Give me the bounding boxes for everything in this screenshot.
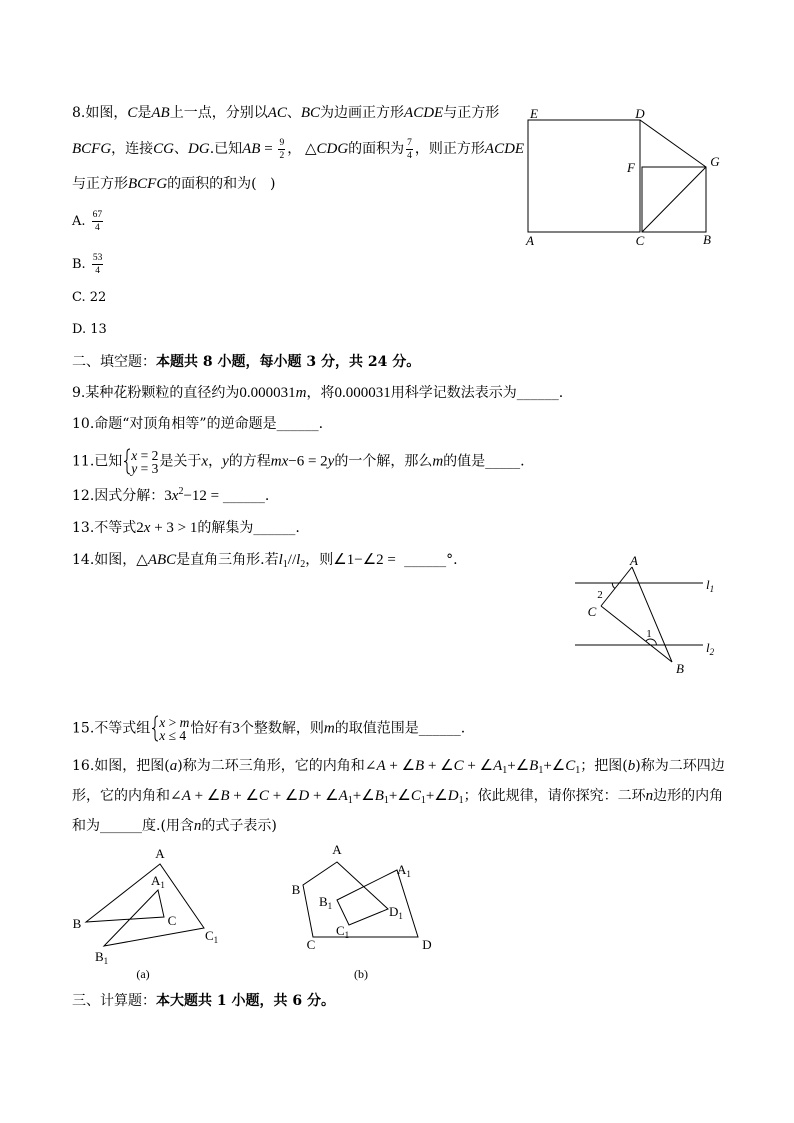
segment-AC <box>601 567 632 606</box>
q14-figure-labels <box>588 553 715 676</box>
math-variable: x <box>131 447 138 463</box>
text-run: 是关于 <box>159 453 202 470</box>
math-symbols: −12 = <box>183 488 223 504</box>
text-run: 形，它的内角和∠ <box>72 788 182 804</box>
text-run: )称为二环四边 <box>635 758 725 774</box>
math-symbols: +∠ <box>507 758 530 774</box>
math-subscript: 1 <box>538 765 544 776</box>
q8-line-3 <box>72 172 275 196</box>
math-symbols: + ∠ <box>463 758 494 774</box>
text-run: 的解集为______. <box>197 520 300 536</box>
q8-figure-labels <box>525 106 720 248</box>
text-run: 的式子表示) <box>201 818 277 834</box>
label-F: F <box>627 160 635 175</box>
label-B1-base: B <box>95 949 104 964</box>
text-run: ；依此规律，请你探究：二环 <box>463 788 646 804</box>
text-run: 13.不等式 <box>72 520 137 536</box>
math-variable: x <box>171 488 179 504</box>
q9-text <box>72 381 563 405</box>
math-variable: m <box>179 714 190 730</box>
label-C: C <box>587 604 597 619</box>
label-C1-subscript: 1 <box>344 930 350 940</box>
label-C1-subscript: 1 <box>213 935 219 945</box>
section-2-heading <box>72 350 420 374</box>
label-D: D <box>422 937 432 952</box>
text-run: ，则 <box>305 552 334 568</box>
math-variable: m <box>295 385 307 401</box>
segment-CB <box>601 606 672 662</box>
text-run: 是直角三角形.若 <box>176 552 279 568</box>
math-variable: y <box>222 453 229 470</box>
label-B1-subscript: 1 <box>103 956 109 966</box>
label-A1 <box>151 873 165 890</box>
equation-row <box>159 729 189 742</box>
math-variable: ABC <box>147 552 177 568</box>
label-C: C <box>635 233 645 248</box>
text-run: 上一点，分别以 <box>169 105 268 121</box>
label-D1-subscript: 1 <box>398 911 403 921</box>
math-subscript: 1 <box>502 765 508 776</box>
text-run: A. <box>72 214 90 229</box>
math-variable: m <box>432 453 444 470</box>
q14-text <box>72 548 458 572</box>
math-variable: BCFG <box>72 141 112 157</box>
text-run: ，连接 <box>111 141 154 157</box>
math-variable: m <box>323 720 335 737</box>
math-symbols: △ <box>301 141 317 157</box>
math-symbols: + ∠ <box>229 788 259 804</box>
label-A1 <box>397 862 411 879</box>
math-variable: AC <box>267 105 287 121</box>
math-variable: BCFG <box>128 176 168 192</box>
segment-DG <box>640 120 706 167</box>
math-variable: x <box>159 727 166 743</box>
text-run: 二、填空题： <box>72 354 156 370</box>
math-symbols: = <box>260 141 277 157</box>
label-l2-subscript: 2 <box>709 647 715 657</box>
q16-line-1 <box>72 754 725 778</box>
math-symbols: 2 <box>136 520 144 536</box>
label-C: C <box>167 913 177 928</box>
text-run: 的取值范围是______. <box>334 720 466 737</box>
two-ring-triangle <box>86 864 204 946</box>
equation-system <box>123 448 158 475</box>
label-C1 <box>205 928 218 945</box>
math-symbols: = 3 <box>137 460 159 476</box>
math-variable: A <box>181 788 191 804</box>
label-A: A <box>630 553 638 568</box>
segment-CG <box>642 167 706 232</box>
q8-option-a <box>72 210 105 234</box>
label-D1 <box>389 904 403 921</box>
label-A1-subscript: 1 <box>160 880 165 890</box>
label-B: B <box>291 882 301 897</box>
text-run: C. 22 <box>72 290 107 305</box>
q8-option-c <box>72 286 106 310</box>
label-B1 <box>95 949 108 966</box>
math-symbols: +∠ <box>352 788 375 804</box>
math-variable: BC <box>300 105 321 121</box>
label-l1-base: l <box>706 577 710 592</box>
equation-rows <box>131 449 158 475</box>
math-variable: B <box>415 758 425 774</box>
text-run: 12.因式分解： <box>72 488 165 504</box>
label-A: A <box>526 233 534 248</box>
math-symbols: 0.000031 <box>334 385 391 401</box>
math-variable: A <box>338 788 348 804</box>
text-run: )称为二环三角形，它的内角和∠ <box>177 758 377 774</box>
label-A1-base: A <box>397 862 407 877</box>
math-symbols: +∠ <box>425 788 448 804</box>
text-run: 个整数解，则 <box>239 720 324 737</box>
fraction <box>92 253 104 276</box>
math-symbols: + ∠ <box>190 788 221 804</box>
text-run: 15.不等式组 <box>72 720 151 737</box>
text-run: 与正方形 <box>443 105 500 121</box>
math-variable: DG <box>188 141 210 157</box>
text-run: 与正方形 <box>72 176 128 192</box>
text-run: ， <box>287 141 302 157</box>
math-subscript: 1 <box>347 795 353 806</box>
math-variable: a <box>169 758 178 774</box>
math-variable: D <box>447 788 459 804</box>
q15-text <box>72 714 466 743</box>
label-C1-base: C <box>205 928 214 943</box>
q8-figure-shapes <box>528 120 706 232</box>
math-symbols: ≤ 4 <box>165 727 187 743</box>
math-variable: B <box>374 788 384 804</box>
text-run: ______. <box>222 488 270 504</box>
q16-line-3 <box>72 814 277 838</box>
label-l2-base: l <box>706 640 710 655</box>
math-subscript: 1 <box>575 765 581 776</box>
text-run: ______°. <box>399 552 458 568</box>
math-variable: AB <box>151 105 170 121</box>
text-run: ，将 <box>306 385 335 401</box>
text-run: ；把图( <box>580 758 628 774</box>
text-run: 14.如图， <box>72 552 137 568</box>
math-variable: B <box>529 758 539 774</box>
text-run: 三、计算题： <box>72 993 156 1009</box>
math-symbols: + ∠ <box>424 758 454 774</box>
math-symbols: △ <box>136 552 148 568</box>
math-subscript: 1 <box>383 795 389 806</box>
text-run: 为边画正方形 <box>320 105 405 121</box>
math-symbols: 3 <box>232 720 240 737</box>
math-variable: C <box>410 788 421 804</box>
math-variable: C <box>127 105 138 121</box>
math-subscript: 2 <box>300 559 306 570</box>
text-run: 的面积的和为( ) <box>167 176 276 192</box>
q8-option-d <box>72 318 107 342</box>
math-symbols: + ∠ <box>385 758 416 774</box>
math-variable: x <box>143 520 151 536</box>
math-variable: C <box>258 788 269 804</box>
math-variable: l <box>296 552 301 568</box>
math-symbols: ∠1−∠2 = <box>333 552 400 568</box>
text-run: 的方程 <box>228 453 271 470</box>
math-symbols: + ∠ <box>309 788 339 804</box>
math-superscript: 2 <box>178 486 184 497</box>
square-ACDE <box>528 120 640 232</box>
math-variable: n <box>645 788 654 804</box>
label-E: E <box>530 106 538 121</box>
math-symbols: 3 <box>164 488 172 504</box>
figure-b-caption: (b) <box>354 967 368 981</box>
math-symbols: = 2 <box>137 447 159 463</box>
text-run: 8.如图， <box>72 105 128 121</box>
bold-text: 本大题共 1 小题，共 6 分。 <box>156 993 335 1009</box>
q11-text <box>72 447 525 476</box>
math-variable: ACDE <box>404 105 444 121</box>
label-B1-subscript: 1 <box>327 901 333 911</box>
math-variable: C <box>453 758 464 774</box>
math-variable: B <box>220 788 230 804</box>
math-variable: x <box>201 453 209 470</box>
math-symbols: 0.000031 <box>239 385 296 401</box>
angle-2-arc <box>612 583 615 589</box>
label-A: A <box>332 842 342 857</box>
text-run: 边形的内角 <box>653 788 724 804</box>
figure-a-caption: (a) <box>136 967 150 981</box>
fraction-denominator: 4 <box>95 266 100 276</box>
math-variable: l <box>278 552 283 568</box>
text-run: 的面积为 <box>348 141 405 157</box>
fraction <box>92 210 104 233</box>
math-symbols: > <box>165 714 180 730</box>
text-run: 、 <box>286 105 301 121</box>
text-run: D. 13 <box>72 322 107 337</box>
q10-text <box>72 412 323 436</box>
fraction <box>278 138 285 161</box>
q8-option-b <box>72 253 105 277</box>
text-run: ， <box>208 453 223 470</box>
label-B: B <box>676 661 684 676</box>
text-run: 和为______度.(用含 <box>72 818 194 834</box>
math-variable: y <box>327 453 335 470</box>
label-B: B <box>703 232 711 247</box>
text-run: ，则正方形 <box>414 141 485 157</box>
equation-row <box>131 462 158 475</box>
label-l1-subscript: 1 <box>709 584 715 594</box>
text-run: 9.某种花粉颗粒的直径约为 <box>72 385 240 401</box>
text-run: B. <box>72 257 90 272</box>
q16-line-2 <box>72 784 723 808</box>
text-run: 的值是_____. <box>443 453 525 470</box>
math-variable: CDG <box>316 141 349 157</box>
math-subscript: 1 <box>420 795 426 806</box>
q8-line-2 <box>72 137 524 161</box>
math-symbols: + 3 > 1 <box>150 520 198 536</box>
q16-figure-b-labels <box>292 842 432 981</box>
label-B: B <box>72 916 82 931</box>
label-D: D <box>635 106 645 121</box>
text-run: 的一个解，那么 <box>334 453 433 470</box>
math-variable: A <box>376 758 386 774</box>
math-variable: mx <box>270 453 289 470</box>
q16-figure-a-shape <box>86 864 204 946</box>
bold-text: 本题共 8 小题，每小题 3 分，共 24 分。 <box>156 354 421 370</box>
q8-line-1 <box>72 101 499 125</box>
label-G: G <box>710 154 720 169</box>
label-B1 <box>319 894 332 911</box>
fraction-denominator: 2 <box>279 150 285 161</box>
math-subscript: 1 <box>282 559 288 570</box>
label-l2 <box>706 640 715 657</box>
text-run: 恰好有 <box>190 720 233 737</box>
text-run: .已知 <box>209 141 243 157</box>
math-symbols: −6 = 2 <box>288 453 328 470</box>
label-A: A <box>155 846 165 861</box>
label-A1-base: A <box>151 873 161 888</box>
fraction <box>406 138 413 161</box>
label-C: C <box>306 937 316 952</box>
math-variable: A <box>493 758 503 774</box>
q12-text <box>72 484 269 508</box>
text-run: 用科学记数法表示为______. <box>390 385 564 401</box>
q16-figure-a-labels <box>73 846 219 981</box>
math-variable: b <box>627 758 636 774</box>
section-3-heading <box>72 989 335 1013</box>
label-angle-2: 2 <box>597 589 603 601</box>
math-symbols: +∠ <box>543 758 566 774</box>
math-symbols: // <box>287 552 297 568</box>
equation-system <box>151 715 189 742</box>
fraction-denominator: 4 <box>95 223 100 233</box>
label-angle-1: 1 <box>646 628 652 640</box>
math-variable: ACDE <box>484 141 525 157</box>
math-subscript: 1 <box>458 795 464 806</box>
text-run: 是 <box>137 105 152 121</box>
segment-AB <box>632 567 672 662</box>
math-variable: y <box>131 460 138 476</box>
text-run: 16.如图，把图( <box>72 758 170 774</box>
fraction-denominator: 4 <box>407 150 412 161</box>
math-variable: x <box>159 714 166 730</box>
math-variable: D <box>298 788 310 804</box>
text-run: 11.已知 <box>72 453 123 470</box>
label-A1-subscript: 1 <box>406 869 411 879</box>
label-l1 <box>706 577 714 594</box>
text-run: 、 <box>174 141 189 157</box>
label-D1-base: D <box>389 904 399 919</box>
math-symbols: + ∠ <box>268 788 299 804</box>
label-B1-base: B <box>319 894 328 909</box>
fraction-numerator: 7 <box>407 137 412 148</box>
math-variable: AB <box>242 141 261 157</box>
math-symbols: +∠ <box>388 788 411 804</box>
q13-text <box>72 516 300 540</box>
label-C1 <box>336 923 349 940</box>
label-C1-base: C <box>336 923 345 938</box>
fraction-numerator: 9 <box>279 137 285 148</box>
equation-rows <box>159 716 189 742</box>
math-variable: CG <box>153 141 175 157</box>
math-variable: n <box>193 818 202 834</box>
text-run: 10.命题“对顶角相等”的逆命题是______. <box>72 416 324 432</box>
math-variable: C <box>565 758 576 774</box>
fraction-numerator: 67 <box>92 210 103 220</box>
fraction-numerator: 53 <box>92 253 103 263</box>
